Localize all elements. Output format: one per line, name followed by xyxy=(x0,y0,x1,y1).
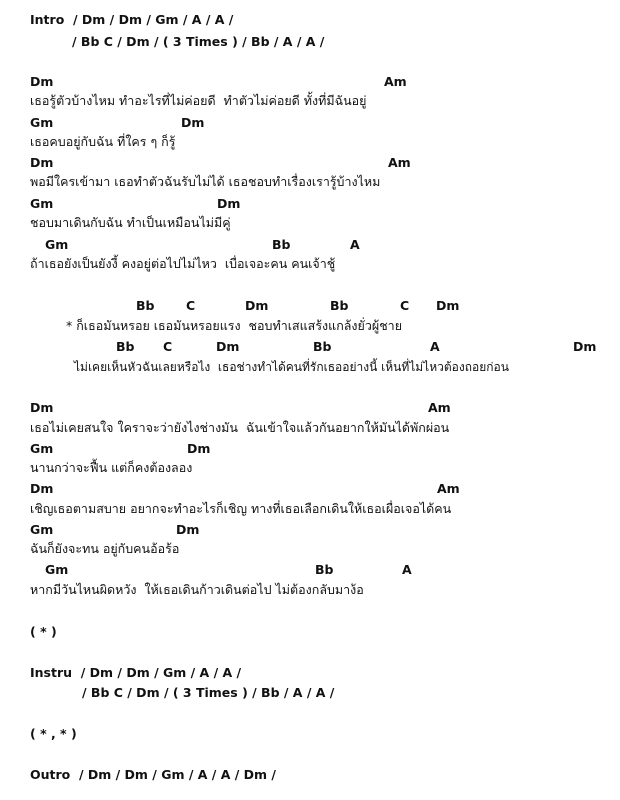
chord: C xyxy=(400,298,410,313)
chord: Gm xyxy=(30,441,54,456)
instru-line-1: Instru / Dm / Dm / Gm / A / A / xyxy=(30,665,242,680)
chord: Gm xyxy=(30,522,54,537)
chord: Dm xyxy=(181,115,205,130)
chord: Gm xyxy=(45,237,69,252)
intro-line-2: / Bb C / Dm / ( 3 Times ) / Bb / A / A / xyxy=(72,34,325,49)
chord: Bb xyxy=(313,339,332,354)
lyric-line: ฉันก็ยังจะทน อยู่กับคนอ้อร้อ xyxy=(30,541,180,556)
lyric-line: เชิญเธอตามสบาย อยากจะทำอะไรก็เชิญ ทางที่เธอเลือกเดินให้เธอเผื่อเจอได้คน xyxy=(30,501,452,516)
intro-line-1: Intro / Dm / Dm / Gm / A / A / xyxy=(30,12,234,27)
repeat-marker: ( * , * ) xyxy=(30,726,77,741)
chord: Dm xyxy=(187,441,211,456)
lyric-line: ไม่เคยเห็นหัวฉันเลยหรือไง เธอช่างทำได้คนที่รักเธออย่างนี้ เห็นที่ไม่ไหวต้องถอยก่อน xyxy=(74,360,509,374)
chord: Dm xyxy=(176,522,200,537)
chord: Dm xyxy=(216,339,240,354)
chord: Dm xyxy=(30,74,54,89)
chord: Am xyxy=(388,155,411,170)
chord: Am xyxy=(437,481,460,496)
chord: Bb xyxy=(315,562,334,577)
chord: Gm xyxy=(30,196,54,211)
chord: Dm xyxy=(573,339,597,354)
chord: Dm xyxy=(436,298,460,313)
chord: Dm xyxy=(217,196,241,211)
lyric-line: ชอบมาเดินกับฉัน ทำเป็นเหมือนไม่มีคู่ xyxy=(30,215,231,230)
chord: Bb xyxy=(136,298,155,313)
chord: Dm xyxy=(30,400,54,415)
chord: Dm xyxy=(245,298,269,313)
lyric-line: เธอรู้ตัวบ้างไหม ทำอะไรที่ไม่ค่อยดี ทำตัวไม่ค่อยดี ทั้งที่มีฉันอยู่ xyxy=(30,93,367,108)
lyric-line: นานกว่าจะฟื้น แต่ก็คงต้องลอง xyxy=(30,460,193,475)
chord: Gm xyxy=(45,562,69,577)
chord: Bb xyxy=(116,339,135,354)
lyric-line: พอมีใครเข้ามา เธอทำตัวฉันรับไม่ได้ เธอชอบทำเรื่องเรารู้บ้างไหม xyxy=(30,174,381,189)
lyric-line: หากมีวันไหนผิดหวัง ให้เธอเดินก้าวเดินต่อไป ไม่ต้องกลับมาง้อ xyxy=(30,582,364,597)
lyric-line: ถ้าเธอยังเป็นยังงี้ คงอยู่ต่อไปไม่ไหว เบื่อเจอะคน คนเจ้าชู้ xyxy=(30,256,336,271)
chord: Am xyxy=(428,400,451,415)
outro-line: Outro / Dm / Dm / Gm / A / A / Dm / xyxy=(30,767,276,782)
chord: Dm xyxy=(30,155,54,170)
chord: C xyxy=(186,298,196,313)
chord: A xyxy=(402,562,412,577)
lyric-line: เธอคบอยู่กับฉัน ที่ใคร ๆ ก็รู้ xyxy=(30,134,176,149)
chord: A xyxy=(430,339,440,354)
chord: Bb xyxy=(272,237,291,252)
chord: Bb xyxy=(330,298,349,313)
chord: A xyxy=(350,237,360,252)
chord: Gm xyxy=(30,115,54,130)
lyric-line: * ก็เธอมันหรอย เธอมันหรอยแรง ชอบทำเสแสร้งแกล้งยั่วผู้ชาย xyxy=(66,318,403,333)
instru-line-2: / Bb C / Dm / ( 3 Times ) / Bb / A / A / xyxy=(82,685,335,700)
chord: C xyxy=(163,339,173,354)
chord: Dm xyxy=(30,481,54,496)
lyric-line: เธอไม่เคยสนใจ ใคราจะว่ายังไงช่างมัน ฉันเข้าใจแล้วกันอยากให้มันได้พักผ่อน xyxy=(30,420,450,435)
repeat-marker: ( * ) xyxy=(30,624,57,639)
chord: Am xyxy=(384,74,407,89)
